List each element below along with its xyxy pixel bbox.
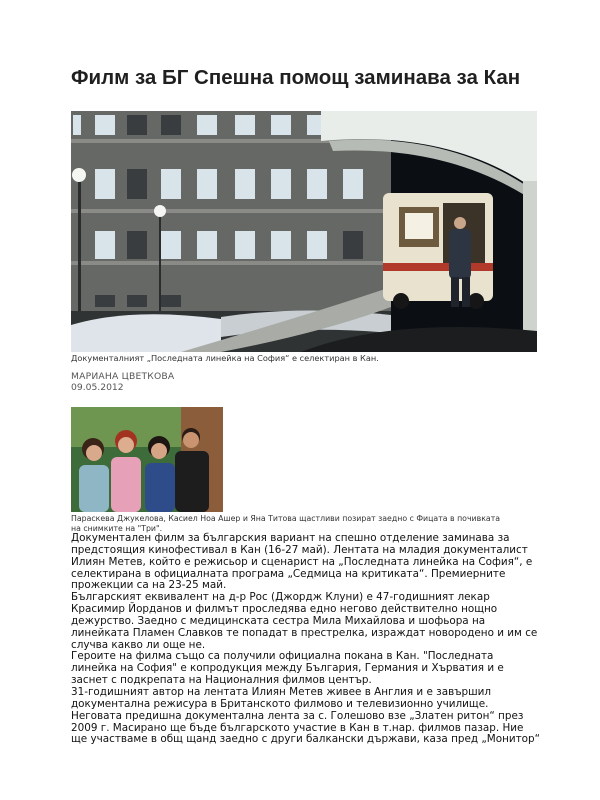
article-title: Филм за БГ Спешна помощ заминава за Кан: [71, 66, 521, 89]
paragraph: 31-годишният автор на лентата Илиян Метев живее в Англия и е завършил документална режисура в Британското филмово и телевизионно училище. Неговата предишна документална лента за с. Голешово взе „Златен ритон“ през 2009 г. Масирано ще бъде българското участие в Кан в т.нар. филмов пазар. Ние ще участваме в общ щанд заедно с други балкански държави, каза пред „Монитор“: [71, 685, 541, 746]
paragraph: Българският еквивалент на д-р Рос (Джордж Клуни) е 47-годишният лекар Красимир Йорданов и филмът проследява едно негово действително нощно дежурство. Заедно с медицинската сестра Мила Михайлова и шофьора на линейката Пламен Славков те попадат в престрелка, израждат новородено и им се случва какво ли още не.: [71, 591, 538, 651]
article-body: [71, 533, 541, 746]
publish-date: 09.05.2012: [71, 382, 124, 393]
author[interactable]: МАРИАНА ЦВЕТКОВА: [71, 371, 175, 382]
paragraph: Документален филм за българския вариант на спешно отделение заминава за предстоящия кинофестивал в Кан (16-27 май). Лентата на младия документалист Илиян Метев, който е режисьор и сценарист на „Последната линейка на София“, е селектирана в официалната програма „Седмица на критиката“. Премиерните прожекции са на 23-25 май.: [71, 532, 533, 592]
main-photo: [71, 111, 537, 352]
cast-photo: [71, 407, 223, 512]
cast-photo-caption: Параскева Джукелова, Касиел Ноа Ашер и Яна Титова щастливи позират заедно с Фицата в почивката на снимките на "Три".: [71, 514, 501, 533]
main-photo-caption: Документалният „Последната линейка на София“ е селектиран в Кан.: [71, 353, 379, 363]
paragraph: Героите на филма също са получили официална покана в Кан. "Последната линейка на София" е копродукция между България, Германия и Хърватия и е заснет с подкрепата на Националния филмов център.: [71, 650, 504, 687]
